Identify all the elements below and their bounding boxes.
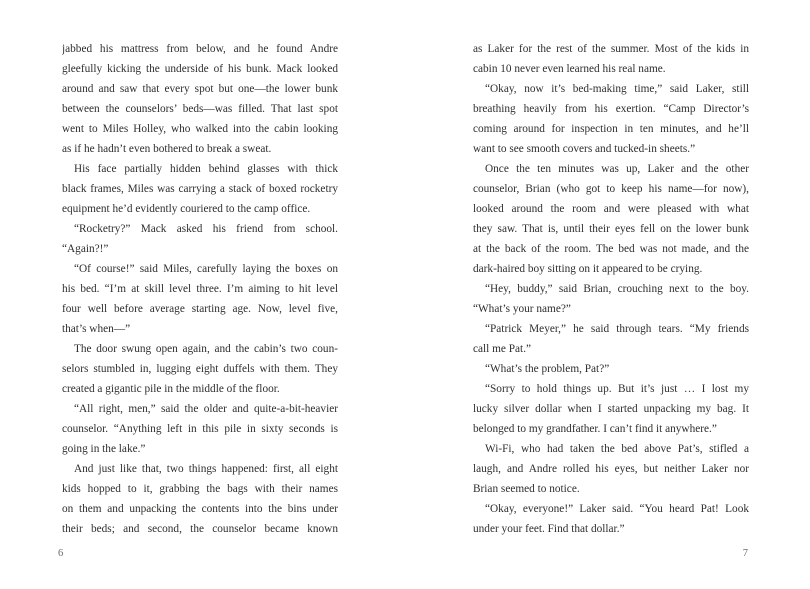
text-line: went to Miles Holley, who walked into the cabin looking bbox=[62, 123, 338, 135]
text-line: coming around for inspection in ten minutes, and he’ll bbox=[473, 123, 749, 135]
text-line: jabbed his mattress from below, and he found Andre bbox=[62, 43, 338, 55]
text-line: belonged to my grandfather. I can’t find it anywhere.” bbox=[473, 423, 717, 435]
text-line: call me Pat.” bbox=[473, 343, 532, 355]
text-line: they saw. That is, until their eyes fell on the lower bunk bbox=[473, 223, 749, 235]
text-line: The door swung open again, and the cabin’s two coun- bbox=[74, 343, 338, 355]
text-line: “Okay, now it’s bed-making time,” said Laker, still bbox=[485, 83, 749, 95]
text-line: “Hey, buddy,” said Brian, crouching next to the boy. bbox=[485, 283, 749, 295]
text-line: as if he hadn’t even bothered to break a sweat. bbox=[62, 143, 272, 155]
text-line: “Again?!” bbox=[62, 243, 109, 255]
text-line: counselor. “Anything left in this pile in sixty seconds is bbox=[62, 423, 338, 435]
text-line: His face partially hidden behind glasses with thick bbox=[74, 163, 338, 175]
text-line: around and saw that every spot but one—the lower bunk bbox=[62, 83, 338, 95]
right-page-number: 7 bbox=[742, 548, 748, 559]
text-line: equipment he’d evidently couriered to the camp office. bbox=[62, 203, 311, 215]
text-line: cabin 10 never even learned his real name. bbox=[473, 63, 666, 75]
text-line: “What’s the problem, Pat?” bbox=[485, 363, 610, 375]
text-line: their beds; and second, the counselor became known bbox=[62, 523, 338, 535]
text-line: between the counselors’ beds—was filled. That last spot bbox=[62, 103, 338, 115]
text-line: black frames, Miles was carrying a stack of boxed rocketry bbox=[62, 183, 338, 195]
text-line: under your feet. Find that dollar.” bbox=[473, 523, 625, 535]
text-line: lucky silver dollar when I started unpacking my bag. It bbox=[473, 403, 749, 415]
text-line: dark-haired boy sitting on it appeared to be crying. bbox=[473, 263, 703, 275]
text-line: his bed. “I’m at skill level three. I’m aiming to hit level bbox=[62, 283, 338, 295]
text-line: as Laker for the rest of the summer. Most of the kids in bbox=[473, 43, 749, 55]
text-line: “What’s your name?” bbox=[473, 303, 571, 315]
text-line: at the back of the room. The bed was not made, and the bbox=[473, 243, 749, 255]
text-line: that’s when—” bbox=[62, 323, 131, 335]
text-line: “Rocketry?” Mack asked his friend from school. bbox=[74, 223, 338, 235]
text-line: counselor, Brian (who got to keep his name—for now), bbox=[473, 183, 749, 195]
text-line: want to see smooth covers and tucked-in sheets.” bbox=[473, 143, 696, 155]
text-line: gleefully kicking the underside of his bunk. Mack looked bbox=[62, 63, 338, 75]
left-page-text-block bbox=[62, 39, 338, 539]
left-page-number: 6 bbox=[58, 548, 64, 559]
text-line: “All right, men,” said the older and quite-a-bit-heavier bbox=[74, 403, 338, 415]
right-page-text-block bbox=[473, 39, 749, 539]
text-line: created a gigantic pile in the middle of the floor. bbox=[62, 383, 280, 395]
text-line: kids hopped to it, grabbing the bags with their names bbox=[62, 483, 338, 495]
text-line: Once the ten minutes was up, Laker and the other bbox=[485, 163, 749, 175]
text-line: Brian seemed to notice. bbox=[473, 483, 580, 495]
right-page bbox=[405, 0, 810, 589]
text-line: looked around the room and were pleased with what bbox=[473, 203, 749, 215]
text-line: Wi-Fi, who had taken the bed above Pat’s, stifled a bbox=[485, 443, 749, 455]
text-line: four well before average starting age. Now, level five, bbox=[62, 303, 338, 315]
text-line: “Sorry to hold things up. But it’s just … I lost my bbox=[485, 383, 749, 395]
text-line: And just like that, two things happened: first, all eight bbox=[74, 463, 338, 475]
text-line: “Patrick Meyer,” he said through tears. “My friends bbox=[485, 323, 749, 335]
text-line: selors stumbled in, lugging eight duffels with them. They bbox=[62, 363, 338, 375]
text-line: going in the lake.” bbox=[62, 443, 146, 455]
text-line: breathing heavily from his exertion. “Camp Director’s bbox=[473, 103, 749, 115]
text-line: laugh, and Andre rolled his eyes, but neither Laker nor bbox=[473, 463, 749, 475]
text-line: on them and unpacking the contents into the bins under bbox=[62, 503, 338, 515]
text-line: “Of course!” said Miles, carefully laying the boxes on bbox=[74, 263, 338, 275]
text-line: “Okay, everyone!” Laker said. “You heard Pat! Look bbox=[485, 503, 749, 515]
